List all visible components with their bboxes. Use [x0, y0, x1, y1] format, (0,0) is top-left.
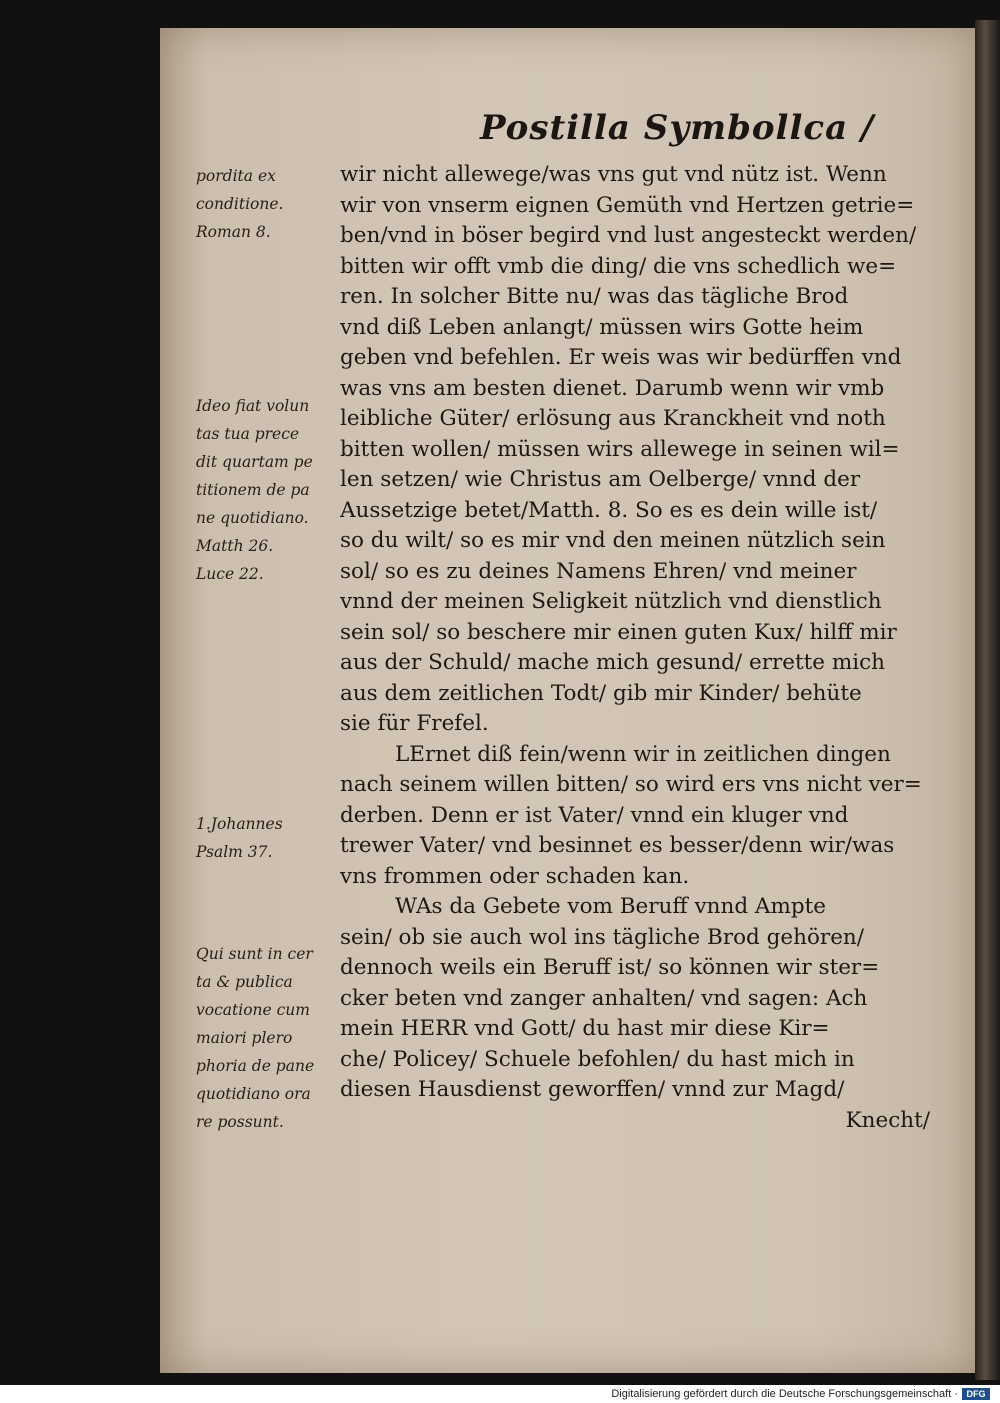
text-line: wir nicht allewege/was vns gut vnd nütz ist. Wenn — [340, 162, 887, 187]
text-line: vnnd der meinen Seligkeit nützlich vnd dienstlich — [340, 589, 882, 614]
text-line: bitten wollen/ müssen wirs allewege in seinen wil= — [340, 436, 900, 462]
body-text — [340, 160, 940, 1136]
text-line: ben/vnd in böser begird vnd lust angesteckt werden/ — [340, 223, 917, 248]
text-line: bitten wir offt vmb die ding/ die vns schedlich we= — [340, 253, 897, 279]
text-line: Aussetzige betet/Matth. 8. So es es dein wille ist/ — [340, 497, 878, 523]
margin-note-line: ta & publica — [196, 973, 293, 991]
margin-note-line: re possunt. — [196, 1113, 284, 1131]
margin-note-line: vocatione cum — [196, 1001, 310, 1019]
text-line: vnd diß Leben anlangt/ müssen wirs Gotte heim — [340, 314, 864, 340]
text-line: che/ Policey/ Schuele befohlen/ du hast mich in — [340, 1046, 855, 1072]
text-line: was vns am besten dienet. Darumb wenn wir vmb — [340, 375, 885, 401]
text-line: leibliche Güter/ erlösung aus Kranckheit vnd noth — [340, 406, 886, 431]
margin-note-line: titionem de pa — [196, 481, 310, 499]
margin-note — [196, 940, 336, 1136]
text-line: WAs da Gebete vom Beruff vnnd Ampte — [395, 894, 826, 919]
margin-note-line: ne quotidiano. — [196, 509, 309, 527]
margin-note — [196, 162, 336, 246]
margin-note-line: Luce 22. — [196, 565, 264, 583]
text-line: sein sol/ so beschere mir einen guten Kux/ hilff mir — [340, 619, 897, 645]
text-line: sol/ so es zu deines Namens Ehren/ vnd meiner — [340, 558, 857, 584]
text-line: aus der Schuld/ mache mich gesund/ errette mich — [340, 650, 885, 675]
running-head: Postilla Symbollca / — [480, 108, 875, 148]
page-edge — [975, 20, 1000, 1380]
margin-note-line: maiori plero — [196, 1029, 293, 1047]
text-line: geben vnd befehlen. Er weis was wir bedürffen vnd — [340, 345, 902, 370]
margin-note-line: phoria de pane — [196, 1057, 315, 1075]
margin-note-line: Psalm 37. — [196, 843, 273, 861]
margin-note-line: Qui sunt in cer — [196, 945, 313, 963]
text-line: len setzen/ wie Christus am Oelberge/ vnnd der — [340, 467, 861, 492]
margin-note — [196, 392, 336, 588]
margin-note-line: pordita ex — [196, 167, 276, 185]
text-line: ren. In solcher Bitte nu/ was das tägliche Brod — [340, 284, 849, 309]
margin-note-line: Matth 26. — [196, 537, 274, 555]
text-line: sie für Frefel. — [340, 711, 489, 736]
text-line: wir von vnserm eignen Gemüth vnd Hertzen getrie= — [340, 192, 915, 218]
text-line: nach seinem willen bitten/ so wird ers vns nicht ver= — [340, 772, 922, 797]
catchword: Knecht/ — [845, 1107, 930, 1133]
margin-note — [196, 810, 336, 866]
margin-note-line: conditione. — [196, 195, 284, 213]
text-line: aus dem zeitlichen Todt/ gib mir Kinder/ behüte — [340, 680, 862, 706]
text-line: derben. Denn er ist Vater/ vnnd ein kluger vnd — [340, 802, 849, 828]
text-line: mein HERR vnd Gott/ du hast mir diese Kir= — [340, 1016, 830, 1041]
margin-note-line: dit quartam pe — [196, 453, 313, 471]
margin-note-line: Ideo fiat volun — [196, 397, 310, 415]
text-line: dennoch weils ein Beruff ist/ so können wir ster= — [340, 955, 880, 980]
text-line: cker beten vnd zanger anhalten/ vnd sagen: Ach — [340, 985, 868, 1011]
margin-note-line: tas tua prece — [196, 425, 300, 443]
dfg-logo: DFG — [962, 1388, 990, 1400]
funding-notice: Digitalisierung gefördert durch die Deutsche Forschungsgemeinschaft · — [611, 1388, 958, 1400]
margin-note-line: Roman 8. — [196, 223, 271, 241]
text-line: so du wilt/ so es mir vnd den meinen nützlich sein — [340, 528, 886, 553]
text-line: trewer Vater/ vnd besinnet es besser/denn wir/was — [340, 833, 895, 858]
margin-note-line: 1.Johannes — [196, 815, 283, 833]
text-line: LErnet diß fein/wenn wir in zeitlichen dingen — [395, 741, 891, 767]
text-line: sein/ ob sie auch wol ins tägliche Brod gehören/ — [340, 924, 865, 950]
text-line: diesen Hausdienst geworffen/ vnnd zur Magd/ — [340, 1077, 845, 1102]
text-line: vns frommen oder schaden kan. — [340, 863, 690, 889]
margin-note-line: quotidiano ora — [196, 1085, 311, 1103]
